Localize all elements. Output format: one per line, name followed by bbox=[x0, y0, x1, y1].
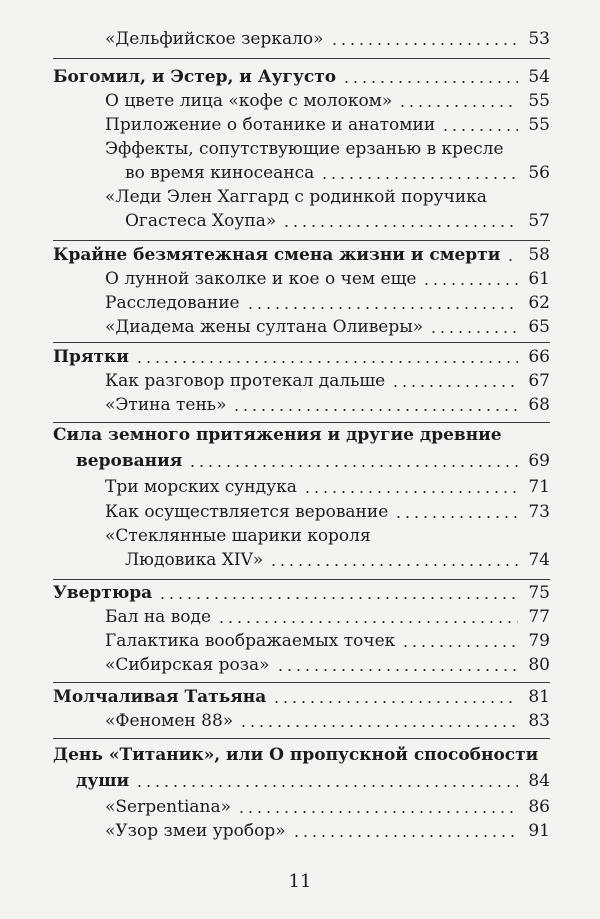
toc-entry-title: О цвете лица «кофе с молоком» bbox=[105, 91, 393, 111]
toc-entry bbox=[125, 156, 550, 184]
dot-leader bbox=[342, 81, 518, 83]
toc-chapter-title-line: День «Титаник», или О пропускной способности bbox=[53, 745, 539, 765]
toc-entry-page: 77 bbox=[528, 607, 550, 627]
dot-leader bbox=[401, 645, 518, 647]
toc-entry-title: верования bbox=[76, 451, 183, 471]
toc-entry-title: «Узор змеи уробор» bbox=[105, 821, 286, 841]
toc-entry-page: 57 bbox=[528, 211, 550, 231]
dot-leader bbox=[135, 785, 518, 787]
toc-entry-title: Прятки bbox=[53, 347, 129, 367]
toc-entry bbox=[105, 814, 550, 842]
toc-entry-page: 67 bbox=[528, 371, 550, 391]
toc-entry-page: 73 bbox=[528, 502, 550, 522]
toc-entry-page: 54 bbox=[528, 67, 550, 87]
toc-entry-page: 83 bbox=[528, 711, 550, 731]
toc-entry-page: 75 bbox=[528, 583, 550, 603]
section-divider bbox=[53, 422, 550, 423]
toc-entry-title: Молчаливая Татьяна bbox=[53, 687, 267, 707]
toc-entry-title: Бал на воде bbox=[105, 607, 212, 627]
toc-entry-page: 81 bbox=[528, 687, 550, 707]
toc-entry-title: во время киносеанса bbox=[125, 163, 315, 183]
toc-entry-title: Как разговор протекал дальше bbox=[105, 371, 386, 391]
toc-entry bbox=[105, 648, 550, 676]
toc-entry bbox=[125, 543, 550, 571]
dot-leader bbox=[292, 835, 518, 837]
dot-leader bbox=[282, 225, 518, 227]
dot-leader bbox=[188, 465, 518, 467]
toc-entry-title: Крайне безмятежная смена жизни и смерти bbox=[53, 245, 501, 265]
dot-leader bbox=[398, 105, 518, 107]
toc-chapter bbox=[76, 444, 550, 472]
toc-entry-title: Богомил, и Эстер, и Аугусто bbox=[53, 67, 337, 87]
toc-entry bbox=[125, 204, 550, 232]
toc-entry bbox=[105, 22, 550, 50]
toc-entry-title: Расследование bbox=[105, 293, 240, 313]
toc-entry-title: Огастеса Хоупа» bbox=[125, 211, 277, 231]
toc-entry-title: О лунной заколке и кое о чем еще bbox=[105, 269, 417, 289]
page-number: 11 bbox=[288, 871, 312, 892]
toc-entry-page: 66 bbox=[528, 347, 550, 367]
toc-entry bbox=[105, 388, 550, 416]
toc-entry-title: Галактика воображаемых точек bbox=[105, 631, 396, 651]
toc-entry bbox=[105, 704, 550, 732]
dot-leader bbox=[135, 361, 518, 363]
dot-leader bbox=[276, 669, 518, 671]
dot-leader bbox=[422, 283, 518, 285]
toc-entry-title-line: Эффекты, сопутствующие ерзанью в кресле bbox=[105, 139, 504, 159]
toc-entry-page: 55 bbox=[528, 115, 550, 135]
toc-entry-page: 62 bbox=[528, 293, 550, 313]
toc-entry-page: 55 bbox=[528, 91, 550, 111]
section-divider bbox=[53, 58, 550, 59]
toc-entry-title-line: «Стеклянные шарики короля bbox=[105, 526, 371, 546]
toc-chapter-title-line: Сила земного притяжения и другие древние bbox=[53, 425, 502, 445]
toc-entry-title: Приложение о ботанике и анатомии bbox=[105, 115, 436, 135]
dot-leader bbox=[330, 43, 518, 45]
toc-entry-title: «Serpentiana» bbox=[105, 797, 232, 817]
toc-entry-title: «Феномен 88» bbox=[105, 711, 234, 731]
toc-entry-page: 65 bbox=[528, 317, 550, 337]
toc-entry-page: 74 bbox=[528, 550, 550, 570]
toc-entry bbox=[105, 470, 550, 498]
toc-entry-title: «Диадема жены султана Оливеры» bbox=[105, 317, 424, 337]
toc-entry bbox=[105, 310, 550, 338]
toc-entry-title: Увертюра bbox=[53, 583, 153, 603]
dot-leader bbox=[237, 811, 518, 813]
dot-leader bbox=[303, 491, 518, 493]
dot-leader bbox=[441, 129, 518, 131]
dot-leader bbox=[391, 385, 518, 387]
dot-leader bbox=[232, 409, 518, 411]
toc-entry-page: 56 bbox=[528, 163, 550, 183]
toc-entry-page: 80 bbox=[528, 655, 550, 675]
dot-leader bbox=[429, 331, 518, 333]
toc-entry-title: «Этина тень» bbox=[105, 395, 227, 415]
toc-entry-page: 71 bbox=[528, 477, 550, 497]
toc-entry-title: «Дельфийское зеркало» bbox=[105, 29, 324, 49]
dot-leader bbox=[239, 725, 518, 727]
toc-entry-page: 91 bbox=[528, 821, 550, 841]
dot-leader bbox=[217, 621, 518, 623]
toc-entry bbox=[105, 108, 550, 136]
toc-entry bbox=[105, 495, 550, 523]
toc-entry-title: «Сибирская роза» bbox=[105, 655, 270, 675]
toc-entry-page: 86 bbox=[528, 797, 550, 817]
toc-chapter bbox=[76, 764, 550, 792]
toc-entry-page: 58 bbox=[528, 245, 550, 265]
toc-entry-page: 69 bbox=[528, 451, 550, 471]
toc-entry-title: Как осуществляется верование bbox=[105, 502, 389, 522]
toc-entry-title: Три морских сундука bbox=[105, 477, 297, 497]
dot-leader bbox=[269, 564, 518, 566]
dot-leader bbox=[272, 701, 518, 703]
toc-entry-title-line: «Леди Элен Хаггард с родинкой поручика bbox=[105, 187, 487, 207]
section-divider bbox=[53, 738, 550, 739]
toc-entry-title: Людовика XIV» bbox=[125, 550, 264, 570]
toc-entry-page: 53 bbox=[528, 29, 550, 49]
toc-entry-page: 84 bbox=[528, 771, 550, 791]
dot-leader bbox=[246, 307, 518, 309]
toc-entry-title: души bbox=[76, 771, 130, 791]
dot-leader bbox=[394, 516, 518, 518]
dot-leader bbox=[158, 597, 518, 599]
toc-entry-page: 68 bbox=[528, 395, 550, 415]
toc-entry-page: 61 bbox=[528, 269, 550, 289]
dot-leader bbox=[506, 259, 518, 261]
dot-leader bbox=[320, 177, 518, 179]
toc-entry-page: 79 bbox=[528, 631, 550, 651]
